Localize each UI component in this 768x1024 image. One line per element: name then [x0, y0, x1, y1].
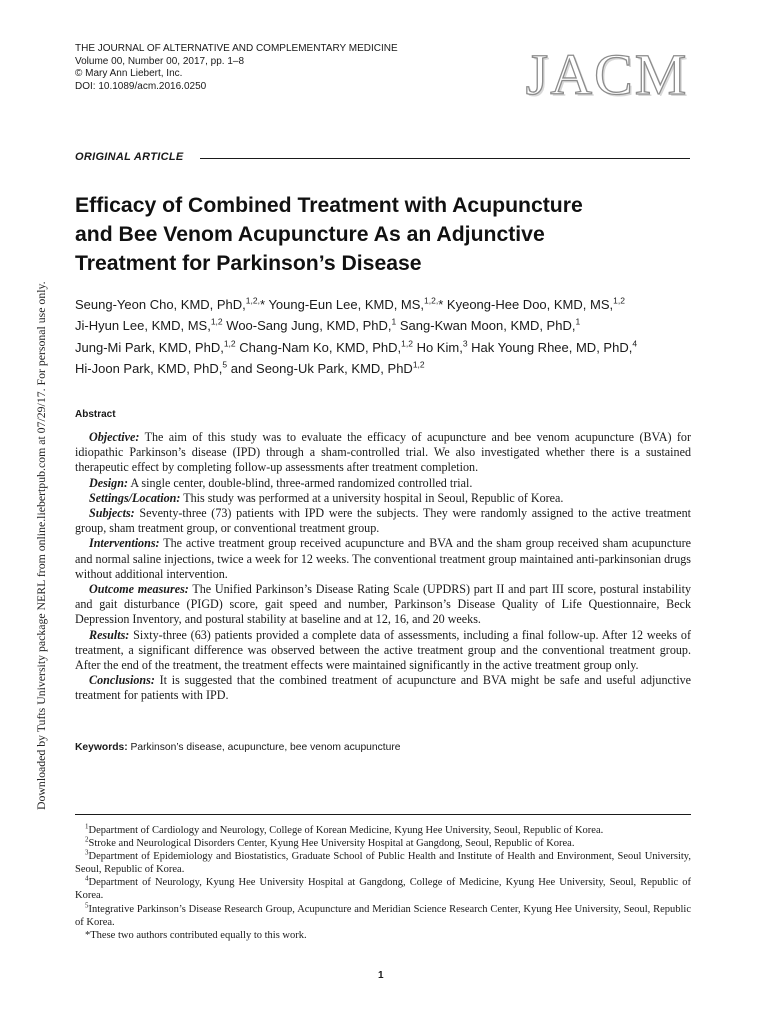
footnote: $^4$Department of Neurology, Kyung Hee University Hospital at Gangdong, College of Medicine, Kyung Hee University, Seoul, Republic of Korea. — [75, 874, 691, 902]
section-label: Design: — [89, 475, 128, 490]
author: Woo-Sang Jung, KMD, PhD,$^1$ — [226, 316, 397, 334]
abstract-section — [75, 628, 691, 674]
section-text: This study was performed at a university hospital in Seoul, Republic of Korea. — [183, 490, 564, 505]
author: Seung-Yeon Cho, KMD, PhD,$^{1,2,}$* — [75, 295, 266, 312]
footnote: $^5$Integrative Parkinson’s Disease Research Group, Acupuncture and Meridian Science Research Center, Kyung Hee University, Seoul, Republic of Korea. — [75, 901, 691, 928]
abstract-section — [75, 491, 691, 506]
title-line: Efficacy of Combined Treatment with Acupuncture — [75, 194, 583, 217]
author: Kyeong-Hee Doo, KMD, MS,$^{1,2}$ — [446, 295, 625, 312]
journal-logo — [522, 42, 692, 107]
journal-logo-text: JACM — [525, 42, 689, 107]
author: Hi-Joon Park, KMD, PhD,$^5$ — [75, 359, 228, 376]
author: Ji-Hyun Lee, KMD, MS,$^{1,2}$ — [75, 316, 223, 334]
author: Chang-Nam Ko, KMD, PhD,$^{1,2}$ — [239, 338, 413, 355]
author: Hak Young Rhee, MD, PhD,$^4$ — [471, 338, 638, 355]
author-line — [75, 337, 705, 358]
section-text: Seventy-three (73) patients with IPD were the subjects. They were randomly assigned to the active treatment group, sham treatment group, or conventional treatment group. — [75, 506, 691, 536]
section-label: Results: — [89, 627, 130, 642]
author: Young-Eun Lee, KMD, MS,$^{1,2,}$* — [268, 295, 444, 312]
journal-copyright: © Mary Ann Liebert, Inc. — [75, 68, 183, 80]
footnote: $^2$Stroke and Neurological Disorders Center, Kyung Hee University Hospital at Gangdong, Seoul, Republic of Korea. — [85, 835, 575, 850]
section-text: The active treatment group received acupuncture and BVA and the sham group received sham acupuncture and normal saline injections, twice a week for 12 weeks. The conventional treatment group maintained anti-parkinsonian drugs without additional intervention. — [75, 536, 691, 581]
section-text: Sixty-three (63) patients provided a complete data of assessments, including a final follow-up. After 12 weeks of treatment, a significant difference was observed between the active treatment group and the conventional treatment group. After the end of the treatment, the treatment effects were maintained significantly in the active treatment group only. — [75, 627, 691, 673]
abstract-section — [75, 582, 691, 628]
article-type: ORIGINAL ARTICLE — [75, 151, 184, 163]
download-notice — [33, 224, 49, 1024]
author-line — [75, 358, 705, 379]
journal-volume: Volume 00, Number 00, 2017, pp. 1–8 — [75, 55, 245, 67]
journal-doi[interactable]: DOI: 10.1089/acm.2016.0250 — [75, 80, 207, 92]
keywords-text: Parkinson’s disease, acupuncture, bee venom acupuncture — [130, 742, 401, 753]
abstract-section — [75, 430, 691, 476]
section-label: Settings/Location: — [89, 490, 181, 505]
keywords-label: Keywords: — [75, 742, 128, 753]
footnote: $^3$Department of Epidemiology and Biostatistics, Graduate School of Public Health and Institute of Health and Environment, Seoul University, Seoul, Republic of Korea. — [75, 848, 691, 876]
abstract-section — [75, 673, 691, 703]
abstract-section — [75, 536, 691, 582]
footnote: $^1$Department of Cardiology and Neurology, College of Korean Medicine, Kyung Hee University, Seoul, Republic of Korea. — [85, 822, 604, 836]
author: Ho Kim,$^3$ — [416, 338, 468, 355]
page-number: 1 — [378, 970, 384, 981]
section-text: The Unified Parkinson’s Disease Rating Scale (UPDRS) part II and part III score, postural instability and gait disturbance (PIGD) score, gait speed and number, Parkinson’s Disease Quality of Life Questionnaire, Beck Depression Inventory, and postural stability at baseline and at 12, 16, and 20 weeks. — [75, 582, 691, 627]
author: Jung-Mi Park, KMD, PhD,$^{1,2}$ — [75, 338, 236, 355]
abstract-body — [75, 430, 691, 704]
abstract-section — [75, 506, 691, 536]
section-label: Subjects: — [89, 506, 135, 521]
author-line — [75, 294, 705, 315]
section-label: Conclusions: — [89, 673, 155, 688]
abstract-section — [75, 476, 691, 491]
download-notice-text: Downloaded by Tufts University package NERL from online.liebertpub.com at 07/29/17. For personal use only. — [34, 281, 48, 810]
journal-name: THE JOURNAL OF ALTERNATIVE AND COMPLEMENTARY MEDICINE — [75, 43, 398, 54]
title-line: Treatment for Parkinson’s Disease — [75, 251, 422, 275]
section-text: It is suggested that the combined treatment of acupuncture and BVA might be safe and useful adjunctive treatment for patients with IPD. — [75, 673, 692, 703]
affiliation-footnotes — [75, 824, 691, 942]
author: Sang-Kwan Moon, KMD, PhD,$^1$ — [399, 316, 581, 334]
keywords — [75, 741, 691, 754]
author-list — [75, 294, 705, 379]
section-label: Outcome measures: — [89, 582, 189, 597]
footnote: *These two authors contributed equally to this work. — [85, 929, 307, 941]
author-line — [75, 315, 705, 336]
article-title — [75, 192, 695, 278]
author: and Seong-Uk Park, KMD, PhD$^{1,2}$ — [230, 359, 425, 376]
journal-header — [75, 43, 398, 93]
section-label: Objective: — [89, 430, 140, 444]
abstract-heading: Abstract — [75, 409, 116, 420]
title-line: and Bee Venom Acupuncture As an Adjunctive — [75, 222, 545, 246]
section-text: A single center, double-blind, three-armed randomized controlled trial. — [130, 475, 473, 490]
footnote-rule — [75, 814, 691, 815]
section-text: The aim of this study was to evaluate the efficacy of acupuncture and bee venom acupuncture (BVA) for idiopathic Parkinson’s disease (IPD) through a sham-controlled trial. We also investigated whether there is a sustained therapeutic effect by completing follow-up assessments after treatment completion. — [75, 430, 691, 475]
section-label: Interventions: — [89, 536, 160, 551]
article-type-rule — [200, 158, 690, 159]
